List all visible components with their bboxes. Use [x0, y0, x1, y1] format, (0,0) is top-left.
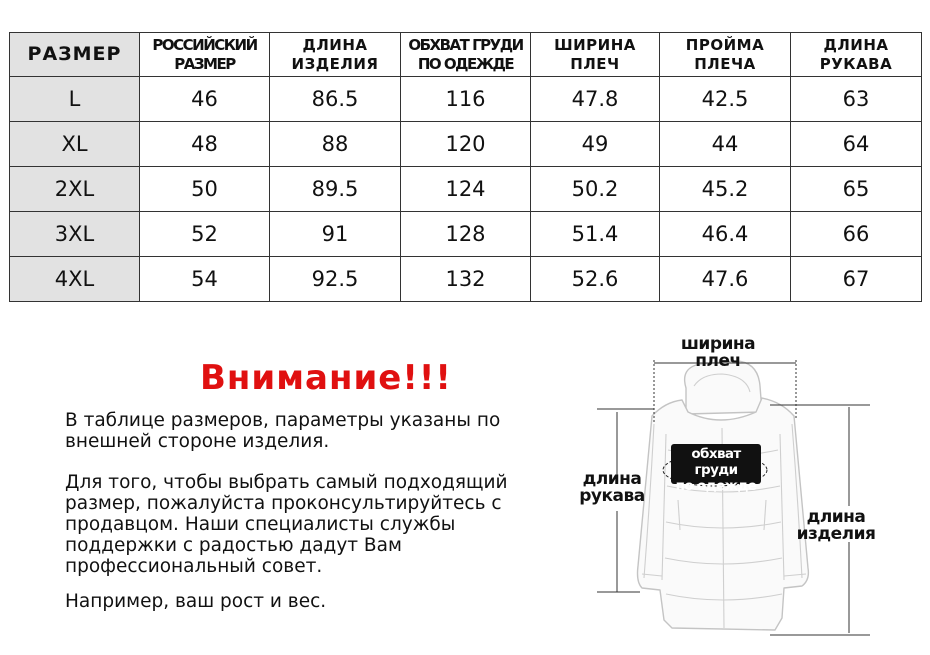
size-cell: 4XL	[10, 257, 140, 302]
armhole-cell: 46.4	[660, 212, 791, 257]
chest-cell: 132	[401, 257, 531, 302]
table-row	[10, 122, 922, 167]
chest-cell: 116	[401, 77, 531, 122]
armhole-cell: 42.5	[660, 77, 791, 122]
shoulder-cell: 47.8	[531, 77, 660, 122]
russian-size-cell: 50	[140, 167, 270, 212]
sleeve-cell: 67	[791, 257, 922, 302]
table-row	[10, 77, 922, 122]
armhole-cell: 44	[660, 122, 791, 167]
size-table	[9, 32, 922, 302]
armhole-cell: 47.6	[660, 257, 791, 302]
chest-cell: 128	[401, 212, 531, 257]
table-row	[10, 167, 922, 212]
sleeve-cell: 65	[791, 167, 922, 212]
item-length-label: длина изделия	[796, 507, 876, 544]
length-cell: 86.5	[270, 77, 401, 122]
header-armhole: ПРОЙМА ПЛЕЧА	[660, 33, 791, 77]
header-shoulder-width: ШИРИНА ПЛЕЧ	[531, 33, 660, 77]
sleeve-cell: 64	[791, 122, 922, 167]
attention-title: Внимание!!!	[200, 358, 452, 398]
sleeve-cell: 63	[791, 77, 922, 122]
russian-size-cell: 46	[140, 77, 270, 122]
size-cell: L	[10, 77, 140, 122]
header-length: ДЛИНА ИЗДЕЛИЯ	[270, 33, 401, 77]
russian-size-cell: 52	[140, 212, 270, 257]
size-cell: 2XL	[10, 167, 140, 212]
table-row	[10, 212, 922, 257]
header-russian-size: РОССИЙСКИЙ РАЗМЕР	[140, 33, 270, 77]
sleeve-cell: 66	[791, 212, 922, 257]
notice-paragraph-3: Например, ваш рост и вес.	[65, 591, 327, 612]
shoulder-cell: 51.4	[531, 212, 660, 257]
chest-cell: 120	[401, 122, 531, 167]
shoulder-cell: 49	[531, 122, 660, 167]
header-sleeve-length: ДЛИНА РУКАВА	[791, 33, 922, 77]
size-cell: XL	[10, 122, 140, 167]
length-cell: 91	[270, 212, 401, 257]
shoulder-cell: 52.6	[531, 257, 660, 302]
sleeve-length-label: длина рукава	[579, 469, 645, 506]
armhole-cell: 45.2	[660, 167, 791, 212]
notice-paragraph-2: Для того, чтобы выбрать самый подходящий размер, пожалуйста проконсультируйтесь с продавцом. Наши специалисты службы поддержки с радостью дадут Вам профессиональный совет.	[65, 472, 508, 577]
chest-cell: 124	[401, 167, 531, 212]
table-row	[10, 257, 922, 302]
length-cell: 89.5	[270, 167, 401, 212]
header-size: РАЗМЕР	[10, 33, 140, 77]
notice-paragraph-1: В таблице размеров, параметры указаны по внешней стороне изделия.	[65, 410, 501, 452]
size-cell: 3XL	[10, 212, 140, 257]
length-cell: 88	[270, 122, 401, 167]
shoulder-cell: 50.2	[531, 167, 660, 212]
table-header-row	[10, 33, 922, 77]
length-cell: 92.5	[270, 257, 401, 302]
russian-size-cell: 48	[140, 122, 270, 167]
chest-label: обхват груди по одежде	[671, 444, 761, 484]
shoulder-width-label: ширина плеч	[680, 334, 756, 371]
jacket-diagram	[570, 330, 930, 651]
russian-size-cell: 54	[140, 257, 270, 302]
header-chest: ОБХВАТ ГРУДИ ПО ОДЕЖДЕ	[401, 33, 531, 77]
